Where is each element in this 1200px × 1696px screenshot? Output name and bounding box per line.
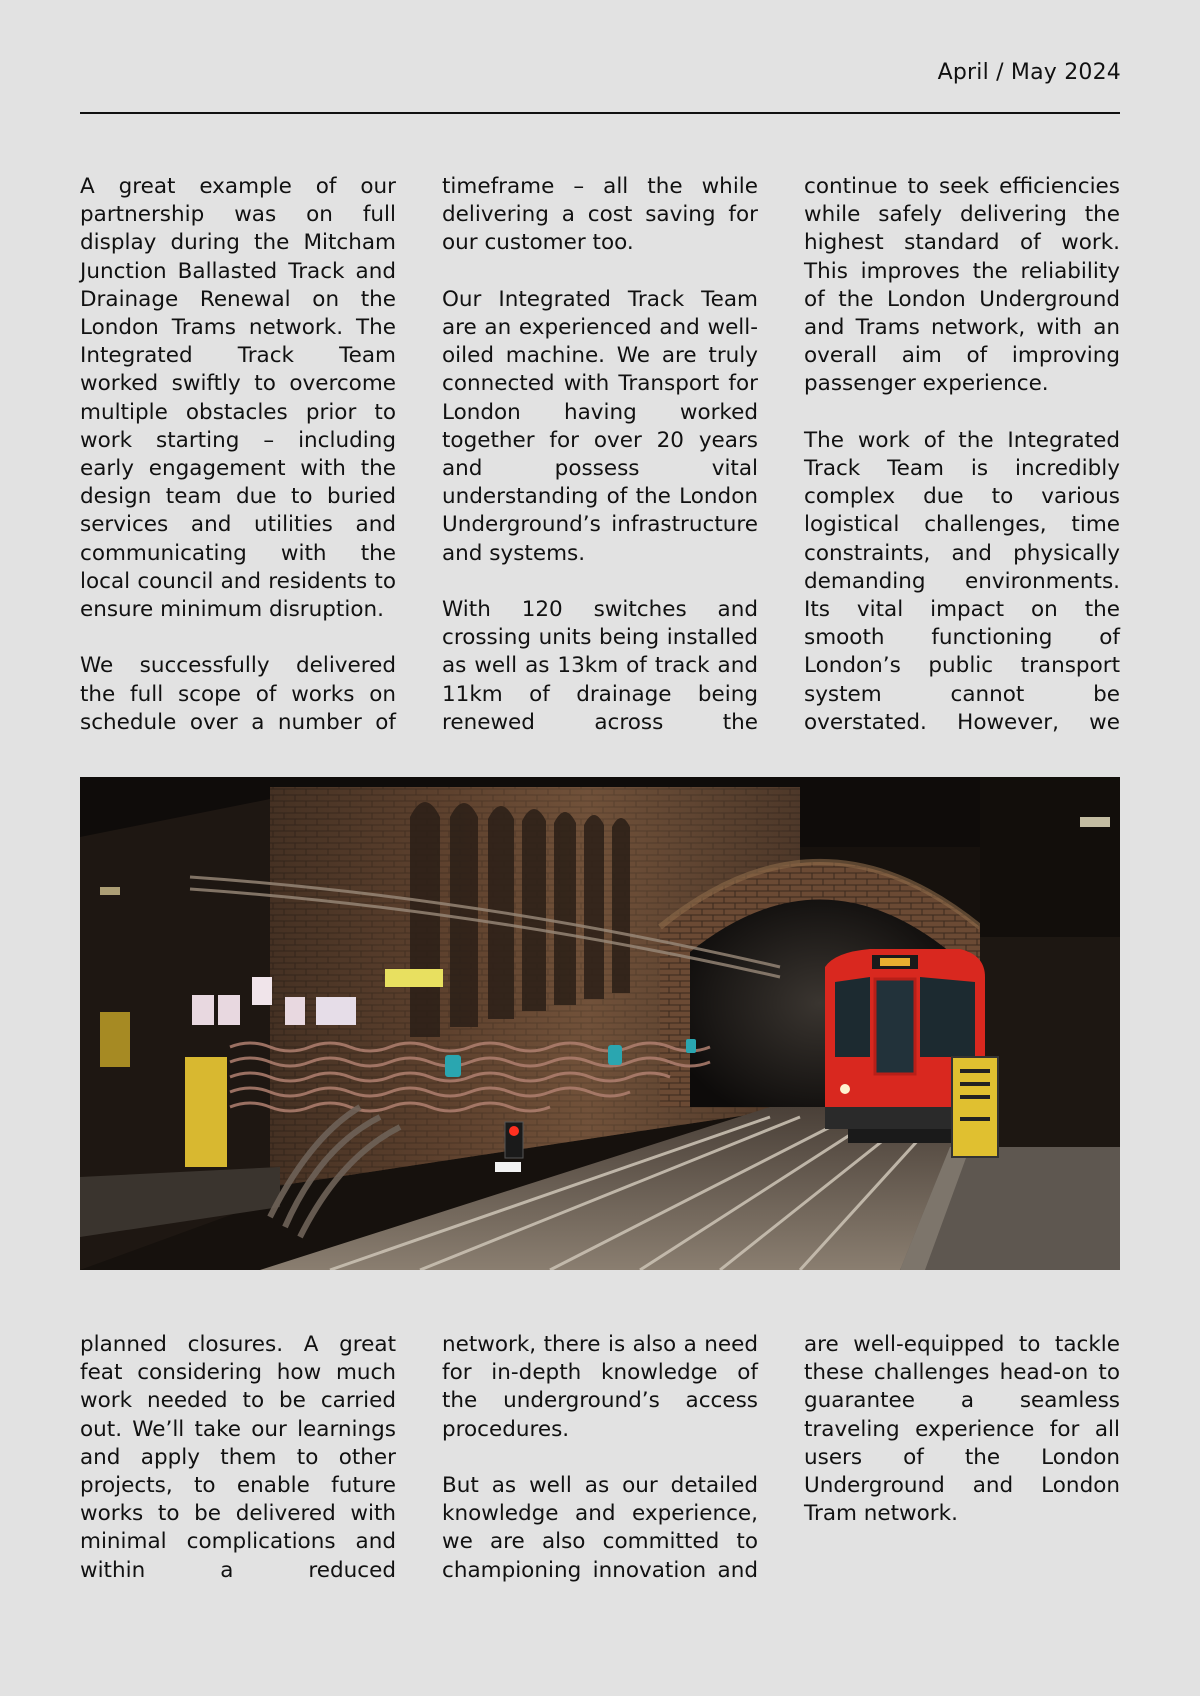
header-divider (80, 112, 1120, 114)
paragraph: A great example of our partnership was on full display during the Mitcham Junction Ballasted Track and Drainage Renewal on the London Trams network. The Integrated Track Team worked swiftly to overcome multiple obstacles prior to work starting – including early engagement with the design team due to buried services and utilities and communicating with the local council and residents to ensure minimum disruption. (80, 174, 396, 623)
paragraph: We successfully delivered the full scope of works on schedule over a number of (80, 653, 396, 735)
issue-date: April / May 2024 (937, 60, 1121, 85)
paragraph: are well-equipped to tackle these challenges head-on to guarantee a seamless traveling experience for all users of the London Underground and London Tram network. (804, 1332, 1120, 1527)
article-column-2 (442, 173, 758, 737)
article-column-1 (80, 173, 396, 737)
paragraph: planned closures. A great feat considering how much work needed to be carried out. We’ll take our learnings and apply them to other projects, to enable future works to be delivered with minimal complications and within a reduced (80, 1332, 396, 1583)
paragraph: network, there is also a need for in-depth knowledge of the underground’s access procedures. (442, 1332, 758, 1442)
paragraph: timeframe – all the while delivering a cost saving for our customer too. (442, 174, 758, 256)
article-column-6 (804, 1331, 1120, 1528)
paragraph: The work of the Integrated Track Team is incredibly complex due to various logistical challenges, time constraints, and physically demanding environments. Its vital impact on the smooth functioning of London’s public transport system cannot be overstated. However, we (804, 427, 1120, 735)
paragraph: Our Integrated Track Team are an experienced and well-oiled machine. We are truly connected with Transport for London having worked together for over 20 years and possess vital understanding of the London Underground’s infrastructure and systems. (442, 286, 758, 566)
paragraph: But as well as our detailed knowledge and experience, we are also committed to championing innovation and (442, 1473, 758, 1583)
article-column-5 (442, 1331, 758, 1585)
article-column-3 (804, 173, 1120, 737)
paragraph: continue to seek efficiencies while safely delivering the highest standard of work. This improves the reliability of the London Underground and Trams network, with an overall aim of improving passenger experience. (804, 174, 1120, 397)
tunnel-train-photo (80, 777, 1120, 1270)
article-column-4 (80, 1331, 396, 1585)
paragraph: With 120 switches and crossing units being installed as well as 13km of track and 11km of drainage being renewed across the (442, 597, 758, 735)
